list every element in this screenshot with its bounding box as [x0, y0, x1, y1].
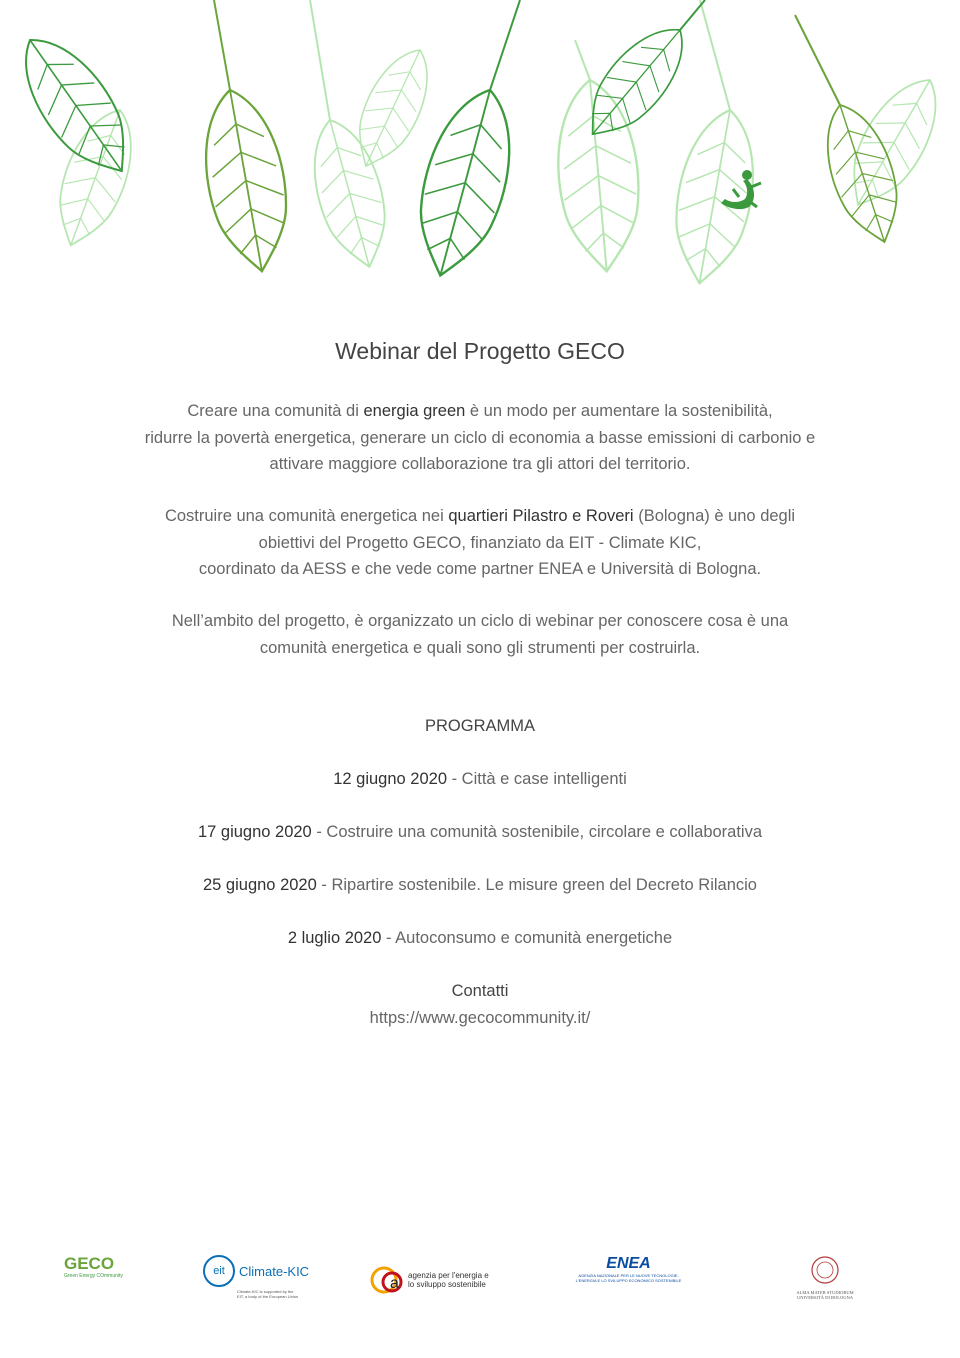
leaf-illustration — [0, 0, 960, 310]
text: comunità energetica e quali sono gli strumenti per costruirla. — [259, 638, 701, 657]
program-topic: - Autoconsumo e comunità energetiche — [381, 929, 673, 947]
eit-sub-2: EIT, a body of the European Union — [237, 1294, 299, 1299]
intro-paragraph-3 — [80, 608, 880, 661]
highlight: energia green — [363, 402, 466, 420]
program-date: 25 giugno 2020 — [203, 876, 317, 894]
eit-climate-kic-logo — [203, 1255, 323, 1305]
enea-sub-1: AGENZIA NAZIONALE PER LE NUOVE TECNOLOGIE, — [578, 1273, 679, 1278]
enea-logo — [566, 1255, 691, 1305]
text: Costruire una comunità energetica nei — [164, 507, 449, 525]
text: coordinato da AESS e che vede come partner ENEA e Università di Bologna. — [198, 560, 762, 578]
contacts-label: Contatti — [451, 982, 509, 1000]
program-topic: - Città e case intelligenti — [447, 770, 627, 788]
unibo-logo — [780, 1255, 870, 1305]
program-item — [0, 929, 960, 948]
intro-paragraph-2 — [80, 503, 880, 583]
text: è un modo per aumentare la sostenibilità, — [465, 402, 773, 420]
website-link[interactable]: https://www.gecocommunity.it/ — [369, 1009, 591, 1027]
geco-logo-name: GECO — [64, 1254, 115, 1273]
program-heading: PROGRAMMA — [424, 717, 535, 735]
aess-line-1: agenzia per l'energia e — [408, 1271, 489, 1280]
enea-sub-2: L'ENERGIA E LO SVILUPPO ECONOMICO SOSTENIBILE — [575, 1278, 682, 1283]
program-topic: - Ripartire sostenibile. Le misure green del Decreto Rilancio — [316, 876, 757, 894]
text: obiettivi del Progetto GECO, finanziato da EIT - Climate KIC, — [258, 533, 702, 552]
program-item — [0, 770, 960, 789]
program-item — [0, 876, 960, 895]
program-date: 12 giugno 2020 — [333, 770, 447, 788]
text: ridurre la povertà energetica, generare un ciclo di economia a basse emissioni di carbonio e — [144, 428, 816, 447]
svg-text:a: a — [390, 1275, 399, 1292]
intro-paragraph-1 — [80, 398, 880, 478]
aess-line-2: lo sviluppo sostenibile — [408, 1280, 486, 1289]
program-date: 17 giugno 2020 — [197, 823, 312, 841]
eit-logo-mark: eit — [203, 1255, 235, 1287]
unibo-line-1: ALMA MATER STUDIORUM — [796, 1290, 854, 1295]
partner-logos — [0, 1255, 960, 1315]
enea-logo-name: ENEA — [606, 1255, 651, 1272]
unibo-line-2: UNIVERSITÀ DI BOLOGNA — [797, 1295, 853, 1300]
text: Creare una comunità di — [187, 402, 364, 420]
program-date: 2 luglio 2020 — [287, 929, 382, 947]
text: (Bologna) è uno degli — [633, 507, 796, 525]
climate-kic-text: Climate-KIC — [239, 1263, 310, 1279]
page-title: Webinar del Progetto GECO — [335, 338, 625, 364]
program-item — [0, 823, 960, 842]
highlight: quartieri Pilastro e Roveri — [448, 507, 634, 525]
unibo-seal-icon — [810, 1255, 840, 1285]
text: attivare maggiore collaborazione tra gli attori del territorio. — [269, 455, 691, 473]
text: Nell’ambito del progetto, è organizzato un ciclo di webinar per conoscere cosa è una — [171, 612, 789, 630]
aess-logo-mark — [370, 1264, 406, 1296]
geco-logo-sub: Green Energy COmmunity — [64, 1273, 123, 1279]
aess-logo — [370, 1255, 500, 1305]
geco-logo — [64, 1255, 144, 1305]
eit-sub-1: Climate-KIC is supported by the — [237, 1289, 294, 1294]
program-topic: - Costruire una comunità sostenibile, circolare e collaborativa — [311, 823, 763, 841]
